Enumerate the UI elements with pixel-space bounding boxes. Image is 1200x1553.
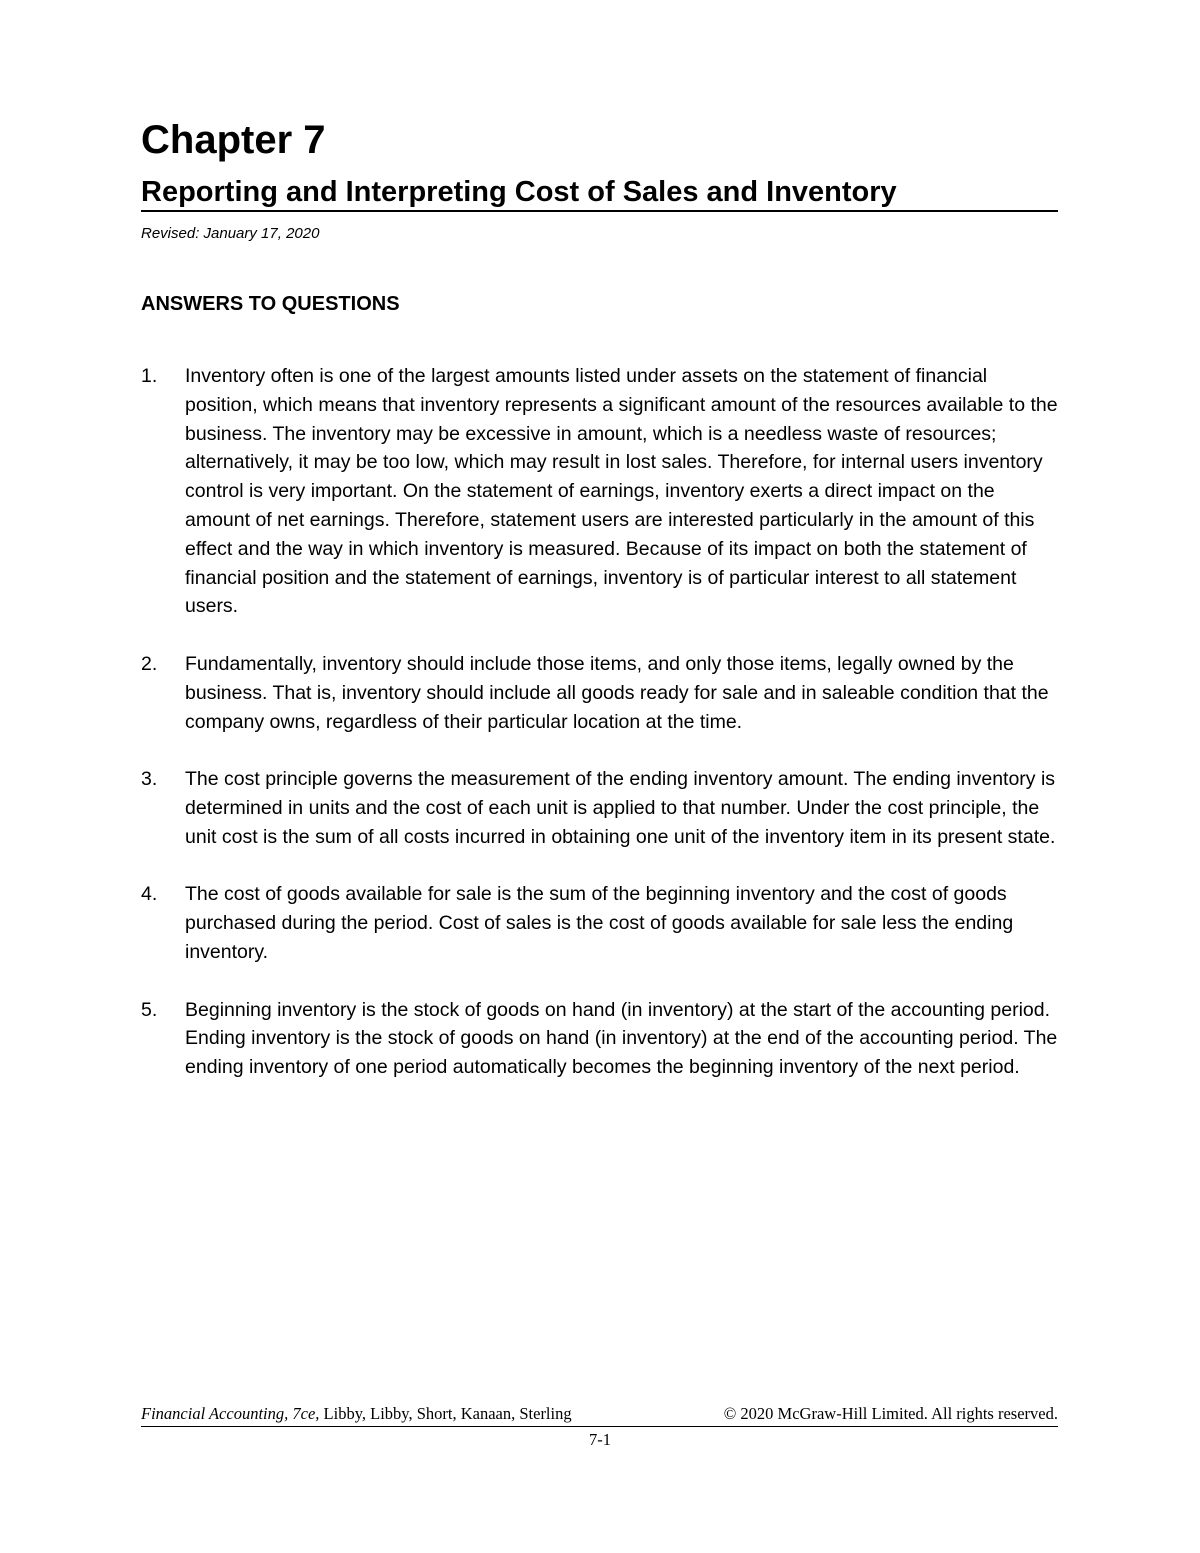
answer-text: Fundamentally, inventory should include those items, and only those items, legally owned by the business. That is, inventory should include all goods ready for sale and in saleable condition that the company owns, regardless of their particular location at the time.: [185, 652, 1049, 733]
page-footer: [141, 1404, 1058, 1427]
footer-book-title: Financial Accounting, 7ce,: [141, 1404, 320, 1423]
footer-citation: [141, 1404, 572, 1424]
answers-list: [141, 362, 1061, 1111]
footer-authors: Libby, Libby, Short, Kanaan, Sterling: [323, 1404, 572, 1423]
answer-item: [141, 362, 1061, 621]
answer-text: The cost principle governs the measurement of the ending inventory amount. The ending inventory is determined in units and the cost of each unit is applied to that number. Under the cost principle, the unit cost is the sum of all costs incurred in obtaining one unit of the inventory item in its present state.: [185, 768, 1056, 848]
chapter-title: Chapter 7: [141, 118, 326, 162]
footer-copyright: © 2020 McGraw-Hill Limited. All rights reserved.: [723, 1404, 1058, 1423]
answer-number: 1.: [141, 365, 158, 387]
answer-item: [141, 996, 1061, 1082]
page-number: 7-1: [589, 1430, 611, 1449]
answer-number: 2.: [141, 652, 158, 675]
revised-date: Revised: January 17, 2020: [141, 225, 320, 242]
answer-text: The cost of goods available for sale is the sum of the beginning inventory and the cost of goods purchased during the period. Cost of sales is the cost of goods available for sale less the ending inventory.: [185, 883, 1014, 963]
answer-number: 3.: [141, 768, 158, 791]
answer-text: Beginning inventory is the stock of goods on hand (in inventory) at the start of the accounting period. Ending inventory is the stock of goods on hand (in inventory) at the end of the accounting period. The ending inventory of one period automatically becomes the beginning inventory of the next period.: [185, 998, 1058, 1079]
answer-number: 5.: [141, 998, 158, 1021]
answer-item: [141, 650, 1061, 736]
answer-item: [141, 880, 1061, 966]
chapter-subtitle: Reporting and Interpreting Cost of Sales and Inventory: [141, 176, 1058, 212]
answer-text: Inventory often is one of the largest amounts listed under assets on the statement of financial position, which means that inventory represents a significant amount of the resources available to the business. The inventory may be excessive in amount, which is a needless waste of resources; alternatively, it may be too low, which may result in lost sales. Therefore, for internal users inventory control is very important. On the statement of earnings, inventory exerts a direct impact on the amount of net earnings. Therefore, statement users are interested particularly in the amount of this effect and the way in which inventory is measured. Because of its impact on both the statement of financial position and the statement of earnings, inventory is of particular interest to all statement users.: [185, 365, 1058, 618]
section-heading: ANSWERS TO QUESTIONS: [141, 293, 400, 315]
answer-number: 4.: [141, 883, 158, 906]
answer-item: [141, 765, 1061, 851]
